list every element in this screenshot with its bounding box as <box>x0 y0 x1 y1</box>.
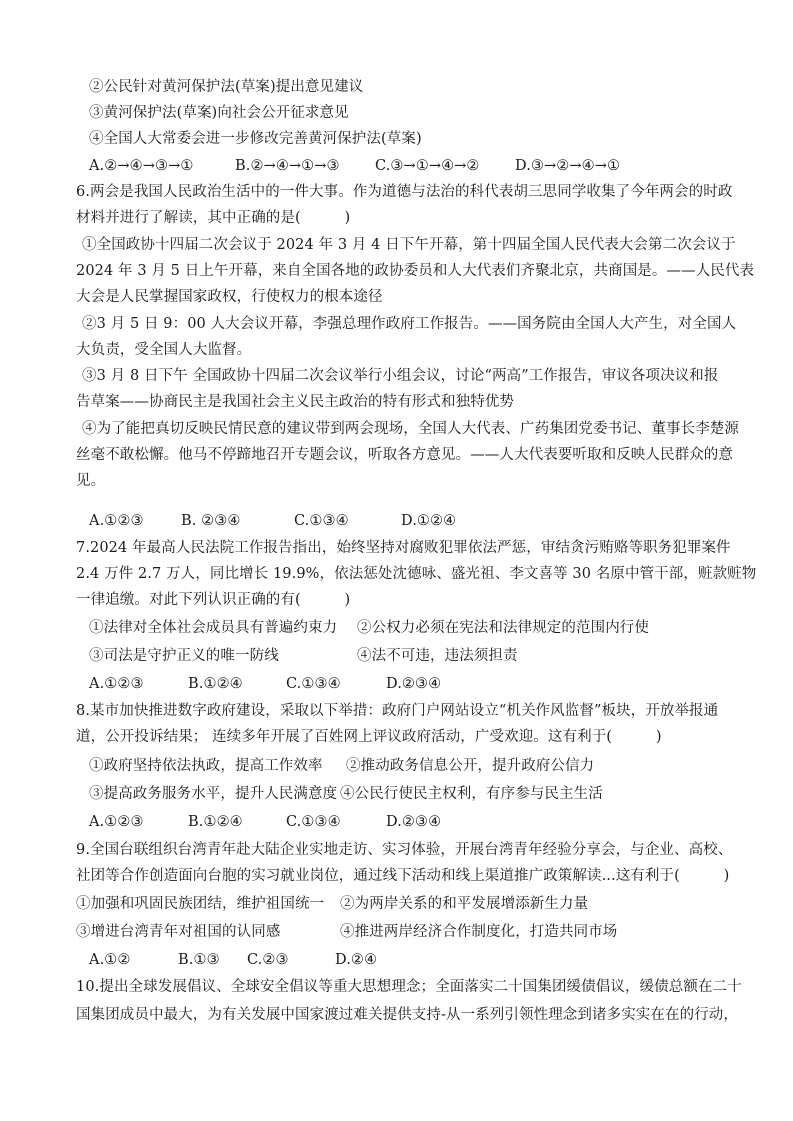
q10-stem-line-2: 国集团成员中最大，为有关发展中国家渡过难关提供支持-从一系列引领性理念到诸多实实在在的行动， <box>76 1007 738 1023</box>
q9-statement-2: ②为两岸关系的和平发展增添新生力量 <box>340 896 589 912</box>
q5-option-c: C.③→①→④→② <box>375 158 480 174</box>
q7-option-d: D.②③④ <box>386 676 442 692</box>
q9-stem-line-2: 社团等合作创造面向台胞的实习就业岗位，通过线下活动和线上渠道推广政策解读...这有利于( ) <box>76 868 730 884</box>
q9-option-d: D.②④ <box>335 952 378 968</box>
q7-stem-line-1: 7.2024 年最高人民法院工作报告指出，始终坚持对腐败犯罪依法严惩，审结贪污贿赂等职务犯罪案件 <box>76 540 731 556</box>
q7-option-b: B.①②④ <box>188 676 243 692</box>
q7-statement-4: ④法不可违，违法须担责 <box>357 648 518 664</box>
q7-stem-line-2: 2.4 万件 2.7 万人，同比增长 19.9%，依法惩处沈德咏、盛光祖、李文喜等 30 名原中管干部，赃款赃物 <box>76 566 757 582</box>
q6-statement-4-line-2: 丝毫不敢松懈。他马不停蹄地召开专题会议，听取各方意见。——人大代表要听取和反映人民群众的意 <box>76 447 733 463</box>
q8-stem-line-1: 8.某市加快推进数字政府建设，采取以下举措：政府门户网站设立“机关作风监督”板块，开放举报通 <box>76 703 719 719</box>
q7-option-a: A.①②③ <box>89 676 144 692</box>
q6-statement-1-line-2: 2024 年 3 月 5 日上午开幕，来自全国各地的政协委员和人大代表们齐聚北京，共商国是。——人民代表 <box>76 263 755 279</box>
q6-statement-1-line-1: ①全国政协十四届二次会议于 2024 年 3 月 4 日下午开幕，第十四届全国人民代表大会第二次会议于 <box>82 237 736 253</box>
q7-statement-2: ②公权力必须在宪法和法律规定的范围内行使 <box>357 620 649 636</box>
q7-options <box>89 674 441 694</box>
q6-statement-1-line-3: 大会是人民掌握国家政权，行使权力的根本途径 <box>76 289 383 305</box>
q8-option-a: A.①②③ <box>89 814 144 830</box>
q6-options <box>89 511 456 531</box>
q6-statement-3-line-1: ③3 月 8 日下午 全国政协十四届二次会议举行小组会议，讨论“两高”工作报告，审议各项决议和报 <box>82 368 719 384</box>
q5-option-b: B.②→④→①→③ <box>235 158 340 174</box>
q9-option-a: A.①② <box>89 952 131 968</box>
q8-statement-1: ①政府坚持依法执政，提高工作效率 <box>89 758 323 774</box>
q5-option-d: D.③→②→④→① <box>515 158 621 174</box>
q6-option-d: D.①②④ <box>401 513 457 529</box>
q9-option-c: C.②③ <box>247 952 289 968</box>
q6-stem-line-2: 材料并进行了解读，其中正确的是( ) <box>76 210 351 226</box>
q9-statement-1: ①加强和巩固民族团结，维护祖国统一 <box>76 896 325 912</box>
q8-stem-line-2: 道，公开投诉结果； 连续多年开展了百姓网上评议政府活动，广受欢迎。这有利于( ) <box>76 729 662 745</box>
q8-option-b: B.①②④ <box>188 814 243 830</box>
q5-option-a: A.②→④→③→① <box>89 158 194 174</box>
q7-statement-1: ①法律对全体社会成员具有普遍约束力 <box>89 620 338 636</box>
q8-option-c: C.①③④ <box>286 814 341 830</box>
q9-options <box>89 950 377 970</box>
q6-option-c: C.①③④ <box>294 513 349 529</box>
q6-statement-2-line-1: ②3 月 5 日 9：00 人大会议开幕，李强总理作政府工作报告。——国务院由全国人大产生，对全国人 <box>82 316 737 332</box>
q5-item-2: ②公民针对黄河保护法(草案)提出意见建议 <box>89 79 364 95</box>
q9-option-b: B.①③ <box>178 952 220 968</box>
q6-statement-4-line-3: 见。 <box>76 473 106 489</box>
q8-option-d: D.②③④ <box>386 814 442 830</box>
q8-options <box>89 812 441 832</box>
q5-item-4: ④全国人大常委会进一步修改完善黄河保护法(草案) <box>89 131 422 147</box>
q9-statement-4: ④推进两岸经济合作制度化，打造共同市场 <box>340 924 618 940</box>
q7-statement-3: ③司法是守护正义的唯一防线 <box>89 648 279 664</box>
q6-stem-line-1: 6.两会是我国人民政治生活中的一件大事。作为道德与法治的科代表胡三思同学收集了今年两会的时政 <box>76 184 733 200</box>
q10-stem-line-1: 10.提出全球发展倡议、全球安全倡议等重大思想理念；全面落实二十国集团缓债倡议，缓债总额在二十 <box>76 979 742 995</box>
q9-statement-3: ③增进台湾青年对祖国的认同感 <box>76 924 281 940</box>
q5-options <box>89 156 620 176</box>
q6-option-b: B. ②③④ <box>181 513 241 529</box>
q6-option-a: A.①②③ <box>89 513 144 529</box>
q8-statement-4: ④公民行使民主权利，有序参与民主生活 <box>340 786 603 802</box>
q9-stem-line-1: 9.全国台联组织台湾青年赴大陆企业实地走访、实习体验，开展台湾青年经验分享会，与企业、高校、 <box>76 842 733 858</box>
q8-statement-3: ③提高政务服务水平，提升人民满意度 <box>89 786 338 802</box>
q6-statement-4-line-1: ④为了能把真切反映民情民意的建议带到两会现场，全国人大代表、广药集团党委书记、董事长李楚源 <box>82 421 739 437</box>
q7-option-c: C.①③④ <box>286 676 341 692</box>
q7-stem-line-3: 一律追缴。对此下列认识正确的有( ) <box>76 592 351 608</box>
q5-item-3: ③黄河保护法(草案)向社会公开征求意见 <box>89 105 349 121</box>
q6-statement-2-line-2: 大负责，受全国人大监督。 <box>76 342 252 358</box>
q8-statement-2: ②推动政务信息公开，提升政府公信力 <box>346 758 595 774</box>
q6-statement-3-line-2: 告草案——协商民主是我国社会主义民主政治的特有形式和独特优势 <box>76 394 514 410</box>
